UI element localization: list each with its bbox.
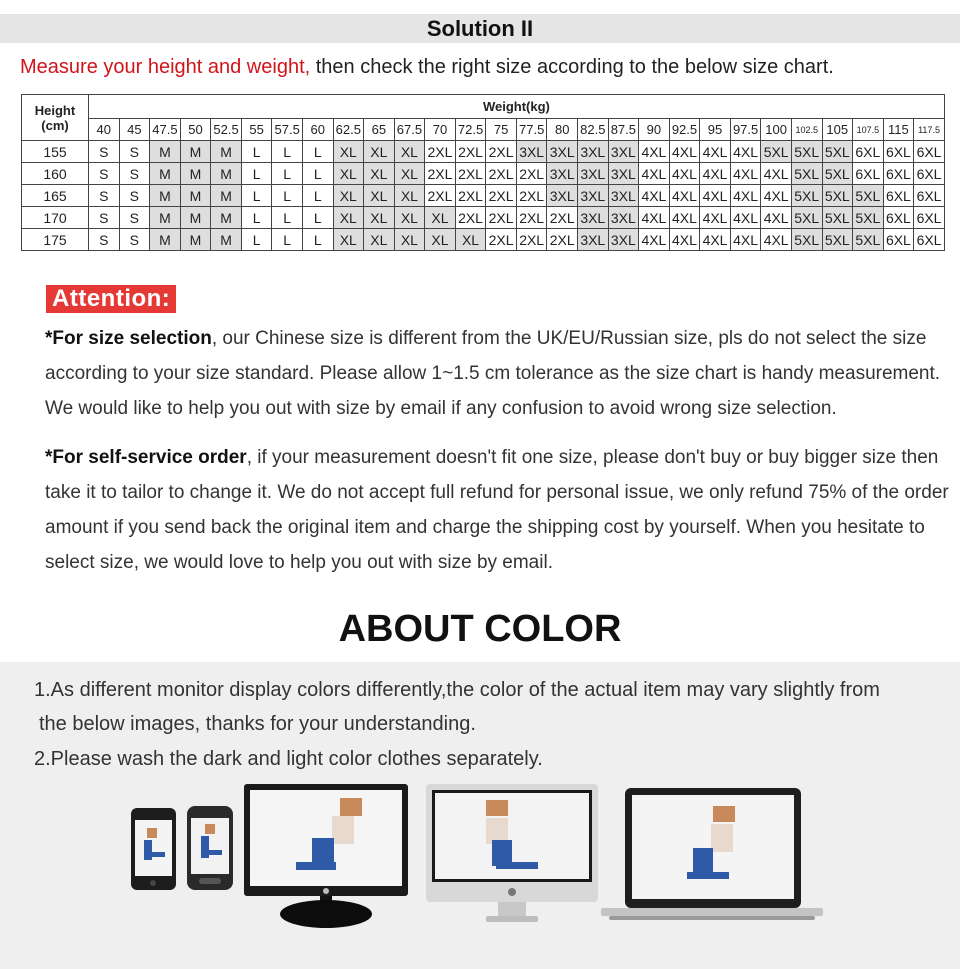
size-cell: 5XL (822, 229, 853, 251)
size-cell: L (302, 185, 333, 207)
phone-image-2 (187, 806, 233, 890)
weight-value: 47.5 (150, 119, 181, 141)
size-cell: 6XL (883, 207, 914, 229)
size-cell: 2XL (547, 229, 578, 251)
size-cell: 2XL (425, 185, 456, 207)
size-cell: 5XL (791, 163, 822, 185)
weight-value: 82.5 (578, 119, 609, 141)
size-cell: S (119, 185, 150, 207)
weight-value: 97.5 (730, 119, 761, 141)
size-cell: M (150, 229, 181, 251)
size-cell: 4XL (700, 163, 731, 185)
size-cell: M (150, 185, 181, 207)
size-cell: 3XL (547, 141, 578, 163)
size-cell: 3XL (608, 229, 639, 251)
size-cell: 4XL (730, 185, 761, 207)
size-cell: 2XL (486, 163, 517, 185)
size-cell: 6XL (914, 229, 945, 251)
weight-value: 115 (883, 119, 914, 141)
size-cell: XL (364, 207, 395, 229)
size-cell: XL (364, 229, 395, 251)
size-cell: 5XL (791, 229, 822, 251)
monitor-image-hp (244, 784, 408, 930)
self-service-note-text: , if your measurement doesn't fit one size, please don't buy or buy bigger size then take it to tailor to change it. We do not accept full refund for personal issue, we only refund 75% of the order amount if you send back the original item and charge the shipping cost by yourself. When you hesitate to select size, we would love to help you out with size by email. (45, 447, 949, 573)
size-cell: 5XL (761, 141, 792, 163)
size-cell: 2XL (455, 185, 486, 207)
size-cell: 4XL (730, 163, 761, 185)
size-row (22, 207, 945, 229)
weight-value: 70 (425, 119, 456, 141)
size-cell: M (150, 163, 181, 185)
size-cell: 5XL (791, 141, 822, 163)
weight-value: 62.5 (333, 119, 364, 141)
weight-value: 87.5 (608, 119, 639, 141)
size-cell: 2XL (516, 185, 547, 207)
height-value: 170 (22, 207, 89, 229)
phone-image-1 (131, 808, 176, 890)
size-cell: M (211, 229, 242, 251)
self-service-note (45, 440, 950, 580)
size-cell: 2XL (486, 141, 517, 163)
size-cell: 4XL (669, 163, 700, 185)
size-cell: M (180, 141, 211, 163)
size-cell: S (119, 229, 150, 251)
measure-instruction-rest: then check the right size according to the below size chart. (310, 56, 834, 78)
size-cell: 2XL (425, 141, 456, 163)
size-cell: L (302, 229, 333, 251)
weight-values-row (22, 119, 945, 141)
about-color-heading: ABOUT COLOR (338, 608, 622, 650)
size-cell: 4XL (639, 207, 670, 229)
self-service-note-lead: *For self-service order (45, 447, 247, 468)
weight-value: 90 (639, 119, 670, 141)
size-cell: S (89, 163, 120, 185)
size-cell: M (211, 163, 242, 185)
size-cell: 6XL (883, 229, 914, 251)
size-cell: XL (333, 163, 364, 185)
size-row (22, 185, 945, 207)
height-value: 175 (22, 229, 89, 251)
size-cell: 4XL (669, 229, 700, 251)
size-cell: L (302, 141, 333, 163)
size-cell: XL (455, 229, 486, 251)
size-cell: 2XL (516, 163, 547, 185)
weight-value: 75 (486, 119, 517, 141)
size-cell: 4XL (669, 141, 700, 163)
weight-value: 92.5 (669, 119, 700, 141)
size-row (22, 229, 945, 251)
size-cell: S (89, 229, 120, 251)
size-cell: 2XL (455, 163, 486, 185)
size-cell: 6XL (853, 163, 884, 185)
size-cell: XL (333, 229, 364, 251)
weight-value: 60 (302, 119, 333, 141)
size-cell: XL (394, 185, 425, 207)
size-cell: M (180, 185, 211, 207)
color-note-line-1: 1.As different monitor display colors differently,the color of the actual item may vary slightly from (34, 679, 880, 701)
size-selection-note-lead: *For size selection (45, 328, 212, 349)
color-note-line-2: the below images, thanks for your understanding. (39, 713, 476, 735)
size-cell: 4XL (669, 207, 700, 229)
size-cell: 6XL (914, 207, 945, 229)
size-cell: M (211, 141, 242, 163)
size-cell: 4XL (700, 229, 731, 251)
size-cell: XL (333, 141, 364, 163)
height-header: Height (cm) (22, 95, 89, 141)
size-cell: L (241, 207, 272, 229)
size-cell: 2XL (486, 207, 517, 229)
size-cell: M (180, 207, 211, 229)
size-cell: 3XL (547, 163, 578, 185)
size-cell: 2XL (455, 141, 486, 163)
size-cell: 2XL (547, 207, 578, 229)
size-cell: S (119, 141, 150, 163)
size-cell: 3XL (578, 163, 609, 185)
size-cell: 4XL (730, 207, 761, 229)
size-cell: XL (364, 185, 395, 207)
monitor-image-imac (426, 784, 598, 924)
size-row (22, 141, 945, 163)
size-cell: 3XL (608, 207, 639, 229)
weight-value: 105 (822, 119, 853, 141)
size-cell: 5XL (853, 185, 884, 207)
size-cell: S (119, 207, 150, 229)
size-cell: M (211, 207, 242, 229)
size-cell: L (241, 229, 272, 251)
size-cell: 2XL (516, 207, 547, 229)
size-cell: 6XL (914, 185, 945, 207)
size-cell: M (150, 207, 181, 229)
size-cell: 4XL (700, 141, 731, 163)
weight-value: 67.5 (394, 119, 425, 141)
size-cell: XL (333, 207, 364, 229)
size-cell: XL (394, 229, 425, 251)
size-cell: 4XL (761, 207, 792, 229)
size-cell: 3XL (608, 141, 639, 163)
color-note-line-3: 2.Please wash the dark and light color clothes separately. (34, 748, 543, 770)
size-cell: XL (394, 141, 425, 163)
size-cell: 3XL (578, 229, 609, 251)
size-cell: M (180, 163, 211, 185)
size-cell: 3XL (608, 163, 639, 185)
height-value: 165 (22, 185, 89, 207)
laptop-image (601, 788, 823, 922)
size-cell: L (272, 207, 303, 229)
size-cell: 4XL (639, 185, 670, 207)
size-cell: XL (333, 185, 364, 207)
size-cell: XL (425, 229, 456, 251)
size-cell: 4XL (700, 185, 731, 207)
size-cell: 3XL (578, 207, 609, 229)
weight-value: 45 (119, 119, 150, 141)
size-cell: 2XL (425, 163, 456, 185)
height-value: 160 (22, 163, 89, 185)
size-cell: XL (364, 163, 395, 185)
size-cell: 3XL (516, 141, 547, 163)
size-cell: L (272, 229, 303, 251)
size-cell: 3XL (578, 141, 609, 163)
size-cell: 4XL (761, 185, 792, 207)
weight-value: 55 (241, 119, 272, 141)
size-cell: 6XL (883, 163, 914, 185)
size-cell: 6XL (914, 141, 945, 163)
size-cell: 5XL (791, 207, 822, 229)
weight-value: 100 (761, 119, 792, 141)
size-cell: 4XL (730, 229, 761, 251)
height-value: 155 (22, 141, 89, 163)
size-cell: 5XL (822, 163, 853, 185)
size-cell: S (89, 141, 120, 163)
size-cell: XL (394, 207, 425, 229)
size-cell: 5XL (822, 207, 853, 229)
size-cell: 5XL (822, 141, 853, 163)
size-cell: 4XL (761, 163, 792, 185)
size-chart-table (21, 94, 945, 251)
weight-value: 107.5 (853, 119, 884, 141)
weight-value: 77.5 (516, 119, 547, 141)
size-cell: M (150, 141, 181, 163)
weight-value: 72.5 (455, 119, 486, 141)
size-cell: 2XL (516, 229, 547, 251)
size-cell: L (272, 141, 303, 163)
size-cell: XL (394, 163, 425, 185)
weight-title-row (22, 95, 945, 119)
size-selection-note (45, 321, 950, 426)
size-row (22, 163, 945, 185)
section-title: Solution II (0, 14, 960, 43)
size-cell: 4XL (639, 229, 670, 251)
weight-value: 117.5 (914, 119, 945, 141)
size-cell: L (241, 141, 272, 163)
size-cell: 2XL (486, 185, 517, 207)
size-cell: L (241, 185, 272, 207)
size-cell: 3XL (608, 185, 639, 207)
measure-instruction-highlight: Measure your height and weight, (20, 56, 311, 78)
size-cell: L (241, 163, 272, 185)
weight-value: 95 (700, 119, 731, 141)
weight-value: 80 (547, 119, 578, 141)
size-cell: 6XL (883, 141, 914, 163)
size-selection-note-text: , our Chinese size is different from the UK/EU/Russian size, pls do not select the size according to your size standard. Please allow 1~1.5 cm tolerance as the size chart is handy measurement. We would like to help you out with size by email if any confusion to avoid wrong size selection. (45, 328, 941, 419)
size-cell: M (180, 229, 211, 251)
size-cell: 6XL (883, 185, 914, 207)
weight-value: 57.5 (272, 119, 303, 141)
weight-value: 50 (180, 119, 211, 141)
size-cell: 4XL (761, 229, 792, 251)
size-cell: M (211, 185, 242, 207)
size-cell: S (119, 163, 150, 185)
size-cell: 5XL (791, 185, 822, 207)
size-cell: S (89, 207, 120, 229)
attention-label: Attention: (46, 285, 176, 313)
size-cell: 6XL (914, 163, 945, 185)
weight-value: 40 (89, 119, 120, 141)
size-cell: 2XL (486, 229, 517, 251)
size-cell: S (89, 185, 120, 207)
size-cell: 4XL (639, 163, 670, 185)
weight-value: 52.5 (211, 119, 242, 141)
size-cell: 5XL (853, 229, 884, 251)
size-cell: L (302, 163, 333, 185)
size-cell: 4XL (639, 141, 670, 163)
size-cell: 5XL (822, 185, 853, 207)
size-cell: 5XL (853, 207, 884, 229)
weight-header: Weight(kg) (89, 95, 945, 119)
size-cell: L (302, 207, 333, 229)
measure-instruction (20, 55, 834, 79)
size-cell: L (272, 163, 303, 185)
size-cell: 4XL (700, 207, 731, 229)
size-cell: 3XL (578, 185, 609, 207)
weight-value: 102.5 (791, 119, 822, 141)
size-cell: XL (364, 141, 395, 163)
size-cell: 2XL (455, 207, 486, 229)
size-cell: 4XL (730, 141, 761, 163)
size-cell: 3XL (547, 185, 578, 207)
size-cell: 6XL (853, 141, 884, 163)
weight-value: 65 (364, 119, 395, 141)
size-cell: 4XL (669, 185, 700, 207)
size-cell: XL (425, 207, 456, 229)
size-cell: L (272, 185, 303, 207)
